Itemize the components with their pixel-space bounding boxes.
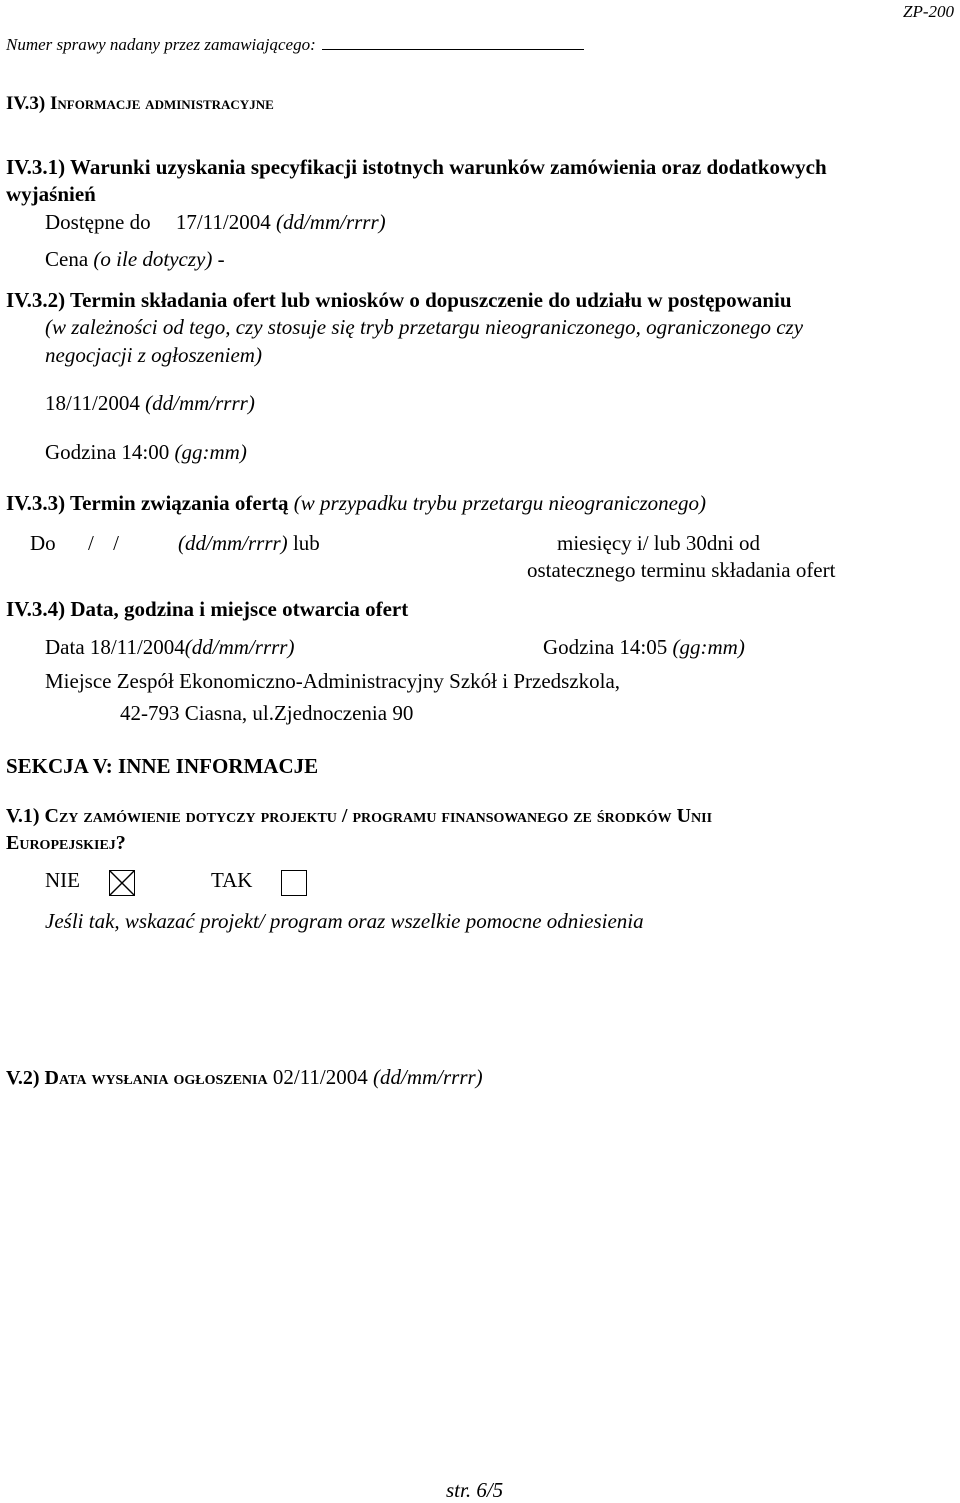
section-v2-title: V.2) Data wysłania ogłoszenia <box>6 1067 268 1089</box>
checkbox-empty-icon <box>281 870 307 896</box>
section-iv34-title: IV.3.4) Data, godzina i miejsce otwarcia ofert <box>6 597 409 621</box>
case-number-line <box>6 35 584 55</box>
section-v2-row <box>6 1065 483 1090</box>
opening-date-format: (dd/mm/rrrr) <box>184 635 295 659</box>
section-v1-title-line1: V.1) Czy zamówienie dotyczy projektu / programu finansowanego ze środków Unii <box>6 805 713 827</box>
opening-hour: 14:05 <box>619 635 668 659</box>
submission-hour-label: Godzina <box>45 440 117 464</box>
opening-hour-row <box>543 635 745 660</box>
eu-yes-label: TAK <box>211 868 253 892</box>
section-iv33-note: (w przypadku trybu przetargu nieograniczonego) <box>293 491 706 515</box>
binding-months-text2: ostatecznego terminu składania ofert <box>527 558 836 582</box>
eu-yes-checkbox[interactable] <box>281 869 307 896</box>
section-iv33-title: IV.3.3) Termin związania ofertą <box>6 491 289 515</box>
submission-hour: 14:00 <box>121 440 170 464</box>
section-iv32-note-line2: negocjacji z ogłoszeniem) <box>45 343 262 367</box>
section-iv3-title: IV.3) Informacje administracyjne <box>6 93 274 114</box>
opening-hour-label: Godzina <box>543 635 615 659</box>
price-row <box>45 247 225 272</box>
eu-yes-option <box>211 868 252 893</box>
availability-row <box>45 210 386 235</box>
eu-no-option <box>45 868 80 893</box>
eu-note: Jeśli tak, wskazać projekt/ program oraz wszelkie pomocne odniesienia <box>45 909 644 933</box>
checkbox-checked-icon <box>109 870 135 896</box>
opening-hour-format: (gg:mm) <box>672 635 745 659</box>
submission-hour-format: (gg:mm) <box>174 440 247 464</box>
binding-date-format-row <box>178 531 320 556</box>
price-label: Cena <box>45 247 89 271</box>
page-number: str. 6/5 <box>446 1478 504 1502</box>
submission-date-row <box>45 391 255 416</box>
eu-no-checkbox[interactable] <box>109 869 135 896</box>
section-iv31-title-line2: wyjaśnień <box>6 182 96 206</box>
section-iv32-title: IV.3.2) Termin składania ofert lub wniosków o dopuszczenie do udziału w postępowaniu <box>6 288 792 312</box>
opening-place-line2: 42-793 Ciasna, ul.Zjednoczenia 90 <box>120 701 414 725</box>
section-iv31-title-line1: IV.3.1) Warunki uzyskania specyfikacji istotnych warunków zamówienia oraz dodatkowych <box>6 155 827 179</box>
binding-date-format: (dd/mm/rrrr) <box>178 531 288 555</box>
binding-months-text: miesięcy i/ lub 30dni od <box>557 531 760 555</box>
section-v-title: SEKCJA V: INNE INFORMACJE <box>6 754 319 778</box>
binding-date-slashes: / / <box>88 531 119 555</box>
section-iv32-note-line1: (w zależności od tego, czy stosuje się tryb przetargu nieograniczonego, ograniczonego czy <box>45 315 804 339</box>
opening-place-line1: Zespół Ekonomiczno-Administracyjny Szkół i Przedszkola, <box>116 669 621 693</box>
binding-or-label: lub <box>292 531 320 555</box>
eu-no-label: NIE <box>45 868 80 892</box>
case-number-label: Numer sprawy nadany przez zamawiającego: <box>6 35 316 54</box>
case-number-blank <box>322 35 584 50</box>
opening-place-label: Miejsce <box>45 669 112 693</box>
sent-date: 02/11/2004 <box>272 1065 368 1089</box>
form-code: ZP-200 <box>903 2 954 21</box>
available-label: Dostępne do <box>45 210 151 234</box>
available-date-format: (dd/mm/rrrr) <box>275 210 386 234</box>
available-date: 17/11/2004 <box>175 210 271 234</box>
section-iv33-title-row <box>6 491 706 516</box>
binding-do-label: Do <box>30 531 56 555</box>
opening-date-label: Data <box>45 635 85 659</box>
price-value: - <box>217 247 225 271</box>
submission-date-format: (dd/mm/rrrr) <box>145 391 255 415</box>
submission-hour-row <box>45 440 247 465</box>
sent-date-format: (dd/mm/rrrr) <box>373 1065 483 1089</box>
submission-date: 18/11/2004 <box>45 391 140 415</box>
opening-place-row <box>45 669 620 694</box>
price-note: (o ile dotyczy) <box>93 247 213 271</box>
opening-date: 18/11/2004 <box>89 635 185 659</box>
opening-date-row <box>45 635 294 660</box>
section-v1-title-line2: Europejskiej? <box>6 832 126 854</box>
